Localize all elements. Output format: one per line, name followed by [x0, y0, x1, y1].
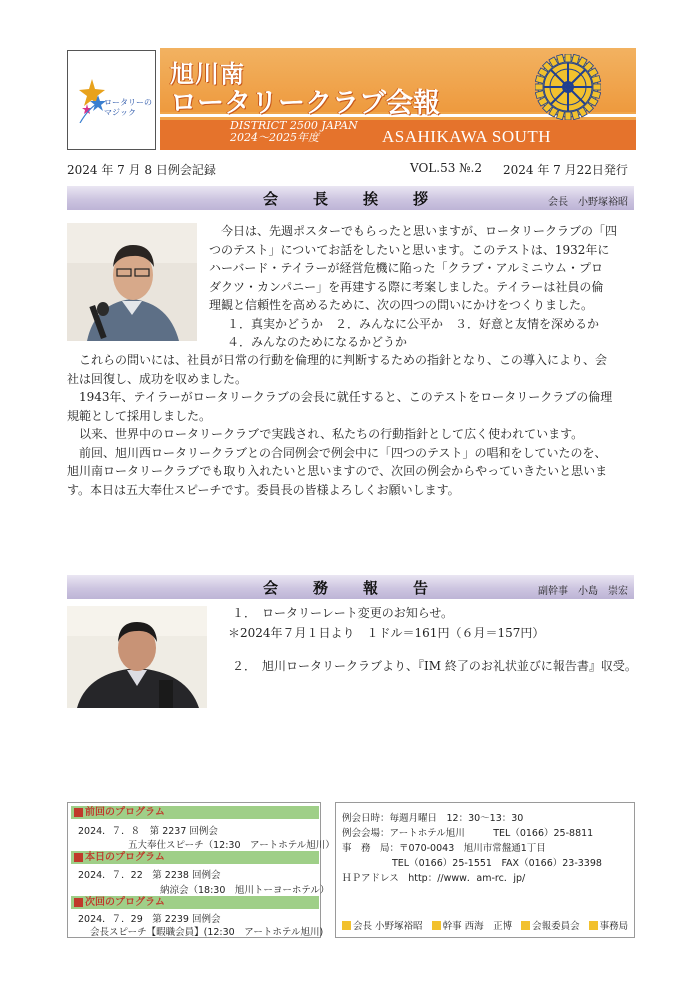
program-meeting: 2024．７．29 第 2239 回例会	[78, 914, 221, 925]
wheel-tooth	[593, 84, 601, 90]
yellow-square-icon	[521, 921, 530, 930]
next-program-heading	[71, 896, 319, 909]
four-way-test-items: １．真実かどうか ２．みんなに公平か ３．好意と友情を深めるか	[227, 316, 600, 331]
yellow-square-icon	[342, 921, 351, 930]
text-line: す。本日は五大奉仕スピーチです。委員長の皆様よろしくお願いします。	[67, 482, 460, 497]
president-photo	[67, 223, 197, 341]
text-line: これらの問いには、社員が日常の行動を倫理的に判断するための指針となり、この導入により、会	[79, 353, 608, 367]
meeting-place: 例会会場：アートホテル旭川 TEL（0166）25-8811	[342, 828, 594, 839]
text-line: 社は回復し、成功を収めました。	[67, 371, 248, 386]
program-heading-label: 前回のプログラム	[85, 807, 165, 818]
office-address: 事 務 局：〒070-0043 旭川市常盤通1丁目	[342, 843, 546, 854]
club-name-jp: 旭川南	[170, 60, 245, 88]
bulletin-title: ロータリークラブ会報	[170, 88, 440, 119]
secretary-item-1-detail: ＊2024年７月１日より １ドル＝161円（６月＝157円）	[228, 626, 545, 640]
text-line: 以来、世界中のロータリークラブで実践され、私たちの行動指針として広く使われています。	[79, 427, 584, 441]
rotary-wheel-icon	[535, 54, 601, 120]
volume-number: VOL.53 №.2	[410, 161, 482, 175]
legend-item: 会報委員会	[532, 921, 580, 932]
homepage-url[interactable]: ＨＰアドレス http：//www．am-rc．jp/	[342, 873, 526, 884]
secretary-photo	[67, 606, 207, 708]
text-line: 理観と信頼性を高めるために、次の四つの問いにかけをつくりました。	[209, 298, 594, 312]
text-line: 規範として採用しました。	[67, 408, 212, 423]
program-heading-label: 本日のプログラム	[85, 852, 165, 863]
club-name-en: ASAHIKAWA SOUTH	[382, 127, 552, 146]
today-program-heading	[71, 851, 319, 864]
office-tel: TEL（0166）25-1551 FAX（0166）23-3398	[392, 858, 602, 869]
legend-item: 会長 小野塚裕昭	[353, 921, 423, 932]
wheel-tooth	[565, 112, 571, 120]
program-detail: 会長スピーチ【暇職会員】(12:30 アートホテル旭川)	[90, 927, 324, 938]
text-line: 1943年、テイラーがロータリークラブの会長に就任すると、このテストをロータリークラブの倫理	[79, 390, 613, 404]
wheel-tooth	[535, 84, 543, 90]
bullet-square-icon	[74, 898, 83, 907]
secretary-item-1: １． ロータリーレート変更のお知らせ。	[232, 606, 454, 620]
section-author: 副幹事 小島 崇宏	[538, 586, 628, 597]
legend-item: 事務局	[599, 921, 629, 932]
text-line: 旭川南ロータリークラブでも取り入れたいと思いますので、次回の例会からやっていきたいと思いま	[67, 464, 608, 478]
section-title: 会 務 報 告	[262, 579, 438, 597]
publish-date: 2024 年 7 月22日発行	[503, 163, 628, 177]
logo-text-line2: マジック	[104, 108, 136, 117]
text-line: つのテスト」についてお話をしたいと思います。このテストは、1932年に	[209, 242, 610, 257]
program-meeting: 2024．７．８ 第 2237 回例会	[78, 826, 218, 837]
district-label	[230, 120, 358, 144]
previous-program-heading	[71, 806, 319, 819]
secretary-section-header	[67, 575, 634, 599]
yellow-square-icon	[432, 921, 441, 930]
section-author: 会長 小野塚裕昭	[548, 197, 628, 208]
section-title: 会 長 挨 拶	[262, 190, 438, 208]
text-line: ハーバード・テイラーが経営危機に陥った「クラブ・アルミニウム・プロ	[209, 261, 603, 275]
bullet-square-icon	[74, 808, 83, 817]
program-heading-label: 次回のプログラム	[85, 897, 165, 908]
district-line: DISTRICT 2500 JAPAN	[230, 119, 358, 132]
four-way-test-item4: ４．みんなのためになるかどうか	[227, 335, 408, 349]
meeting-record-date: 2024 年 7 月 8 日例会記録	[67, 163, 216, 177]
program-detail: 五大奉仕スピーチ（12:30 アートホテル旭川）	[128, 840, 335, 851]
president-body	[67, 351, 639, 499]
club-logo	[67, 50, 156, 150]
program-box	[67, 802, 335, 938]
bullet-square-icon	[74, 853, 83, 862]
wheel-tooth	[565, 54, 571, 62]
logo-caption	[104, 98, 152, 118]
president-section-header	[67, 186, 634, 210]
club-info-box	[335, 802, 635, 938]
program-detail: 納涼会（18:30 旭川トーヨーホテル）	[160, 885, 330, 896]
program-meeting: 2024．７．22 第 2238 回例会	[78, 870, 221, 881]
meeting-day: 例会日時：毎週月曜日 12：30～13：30	[342, 813, 524, 824]
logo-text-line1: ロータリーの	[104, 98, 152, 107]
legend-item: 幹事 西海 正博	[442, 921, 513, 932]
yellow-square-icon	[589, 921, 598, 930]
editor-legend	[342, 918, 628, 932]
president-intro	[209, 222, 639, 352]
year-line: 2024～2025年度	[230, 131, 319, 144]
text-line: 前回、旭川西ロータリークラブとの合同例会で例会中に「四つのテスト」の唱和をしていたのを、	[79, 445, 607, 460]
text-line: 今日は、先週ポスターでもらったと思いますが、ロータリークラブの「四	[221, 224, 618, 238]
text-line: ダクツ・カンパニー」を再建する際に考案しました。テイラーは社員の倫	[209, 279, 604, 294]
secretary-item-2: ２． 旭川ロータリークラブより、『IM 終了のお礼状並びに報告書』収受。	[232, 659, 637, 673]
